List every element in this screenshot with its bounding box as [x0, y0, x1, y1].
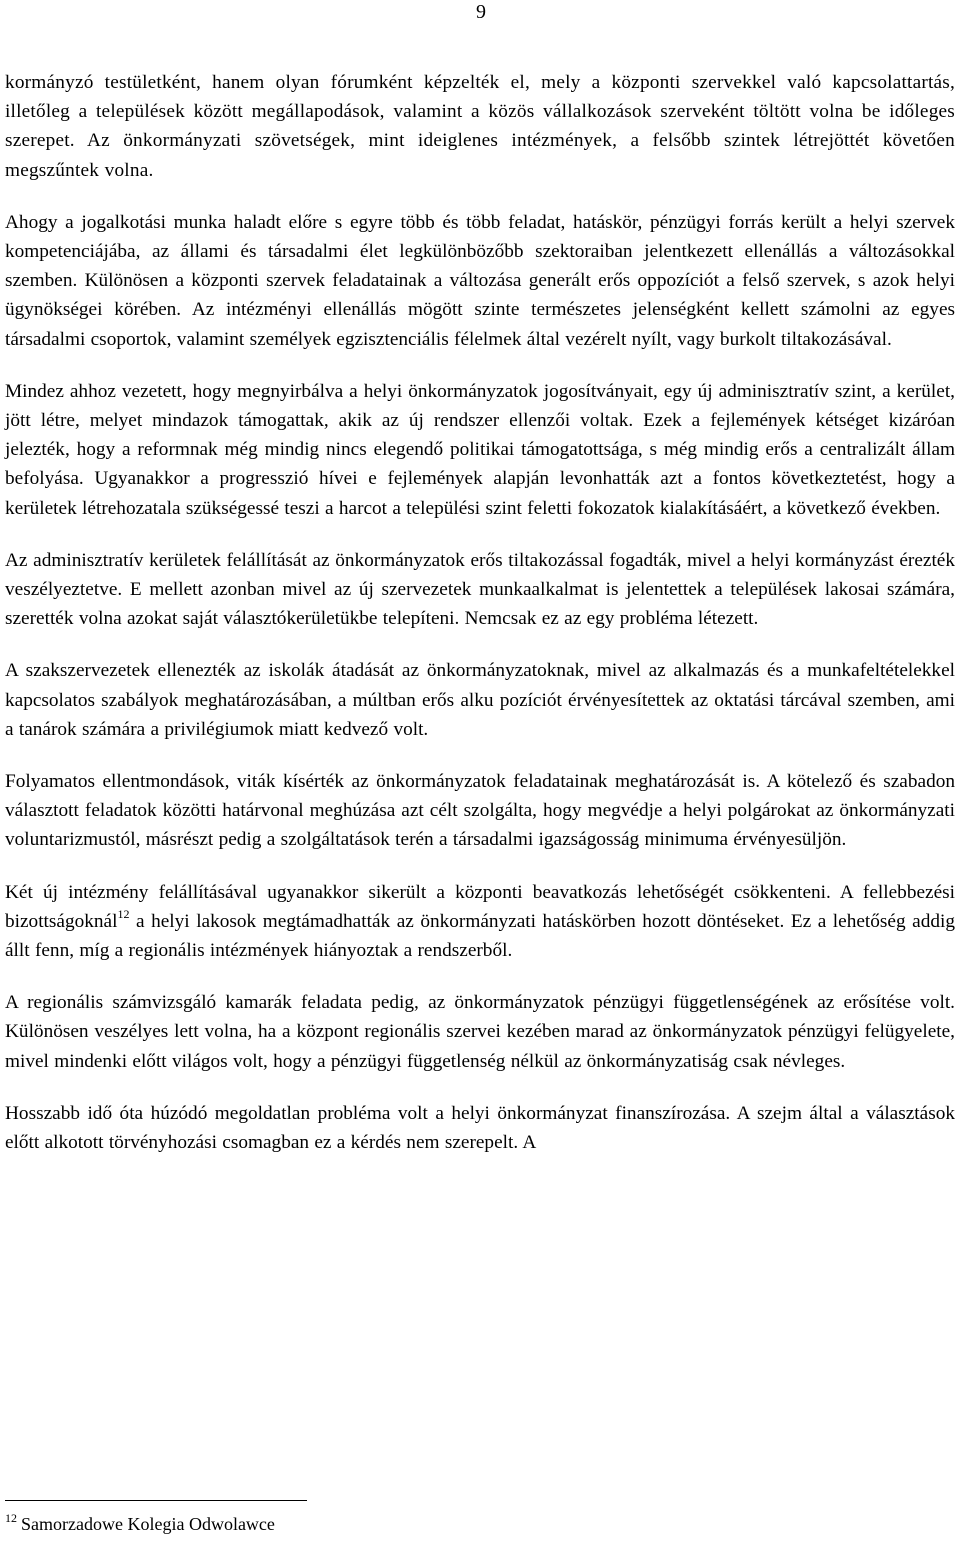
footnote-number: 12 [5, 1511, 17, 1525]
footnote-text: Samorzadowe Kolegia Odwolawce [21, 1514, 275, 1534]
paragraph: Ahogy a jogalkotási munka haladt előre s egyre több és több feladat, hatáskör, pénzügyi forrás került a helyi szervek kompetenciájába, az állami és társadalmi élet legkülönbözőbb szektoraiban jelentkezett ellenállás a változásokkal szemben. Különösen a központi szervek feladatainak a változása generált erős oppozíciót a felső szervek, s azok helyi ügynökségei körében. Az intézményi ellenállás mögött szinte természetes jelenségként kellett számolni az egyes társadalmi csoportok, valamint személyek egzisztenciális félelmek által vezérelt nyílt, vagy burkolt tiltakozásával. [5, 211, 955, 350]
paragraph-text-before: Két új intézmény felállításával ugyanakkor sikerült a központi beavatkozás lehetőségét csökkenteni. A fellebbezési bizottságoknál [5, 881, 955, 932]
paragraph-text-after: a helyi lakosok megtámadhatták az önkormányzati hatáskörben hozott döntéseket. Ez a lehetőség addig állt fenn, míg a regionális intézmények hiányoztak a rendszerből. [5, 910, 955, 962]
page-number: 9 [476, 1, 486, 23]
footnote [5, 1512, 275, 1536]
paragraph: Mindez ahhoz vezetett, hogy megnyirbálva a helyi önkormányzatok jogosítványait, egy új adminisztratív szint, a kerület, jött létre, melyet mindazok támogattak, akik az új rendszer ellenzői voltak. Ezek a fejlemények kétséget kizáróan jelezték, hogy a reformnak még mindig nincs elegendő politikai támogatottsága, s még mindig erős a centralizált állam befolyása. Ugyanakkor a progresszió hívei e fejlemények alapján levonhatták azt a fontos következtetést, hogy a kerületek létrehozatala szükségessé teszi a harcot a települési szint feletti fokozatok kialakításáért, a következő években. [5, 380, 955, 519]
paragraph: A szakszervezetek ellenezték az iskolák átadását az önkormányzatoknak, mivel az alkalmazás és a munkafeltételekkel kapcsolatos szabályok meghatározásában, a múltban erős alku pozíciót érvényesítettek az oktatási tárcával szemben, ami a tanárok számára a privilégiumok miatt kedvező volt. [5, 660, 955, 740]
paragraph: Az adminisztratív kerületek felállítását az önkormányzatok erős tiltakozással fogadták, mivel a helyi kormányzást érezték veszélyeztetve. E mellett azonban mivel az új szervezetek munkaalkalmat is jelentettek a települések lakosai számára, szerették volna azokat saját választókerületükbe telepíteni. Nemcsak ez az egy probléma létezett. [5, 549, 955, 630]
paragraph: kormányzó testületként, hanem olyan fórumként képzelték el, mely a központi szervekkel való kapcsolattartás, illetőleg a települések között megállapodások, valamint a közös vállalkozások szerveként töltött volna be időleges szerepet. Az önkormányzati szövetségek, mint ideiglenes intézmények, a felsőbb szintek létrejöttét követően megszűntek volna. [5, 72, 955, 181]
paragraph: Hosszabb idő óta húzódó megoldatlan probléma volt a helyi önkormányzat finanszírozása. A szejm által a választások előtt alkotott törvényhozási csomagban ez a kérdés nem szerepelt. A [5, 1102, 955, 1154]
footnote-reference: 12 [117, 906, 130, 921]
paragraph-with-footnote-ref [5, 878, 955, 966]
footnote-separator [5, 1500, 307, 1501]
paragraph: A regionális számvizsgáló kamarák feladata pedig, az önkormányzatok pénzügyi függetlenségének az erősítése volt. Különösen veszélyes lett volna, ha a központ regionális szervei kezében marad az önkormányzatok pénzügyi felügyelete, mivel mindenki előtt világos volt, hogy a pénzügyi függetlenség nélkül az önkormányzatiság csak névleges. [5, 992, 955, 1072]
paragraph: Folyamatos ellentmondások, viták kísérték az önkormányzatok feladatainak meghatározását is. A kötelező és szabadon választott feladatok közötti határvonal meghúzása azt célt szolgálta, hogy megvédje a helyi polgárokat az önkormányzati voluntarizmustól, másrészt pedig a szolgáltatások terén a társadalmi igazságosság minimuma érvényesüljön. [5, 771, 955, 851]
body-text [5, 68, 955, 1180]
